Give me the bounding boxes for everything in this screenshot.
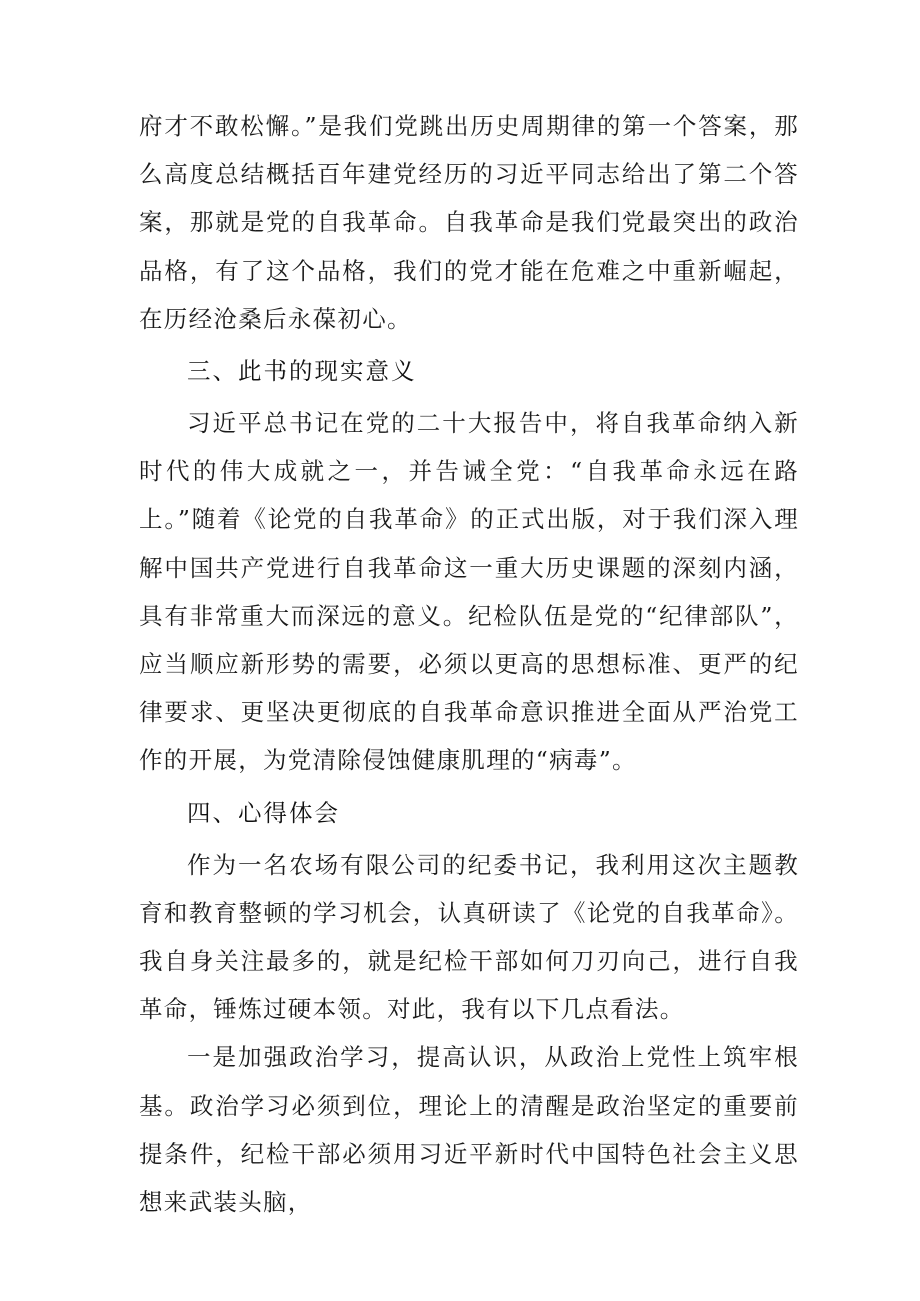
paragraph-point-one: 一是加强政治学习，提高认识，从政治上党性上筑牢根基。政治学习必须到位，理论上的清醒是政治坚定的重要前提条件，纪检干部必须用习近平新时代中国特色社会主义思想来武装头脑， bbox=[139, 1043, 799, 1217]
paragraph-continuation: 府才不敢松懈。”是我们党跳出历史周期律的第一个答案，那么高度总结概括百年建党经历的习近平同志给出了第二个答案，那就是党的自我革命。自我革命是我们党最突出的政治品格，有了这个品格，我们的党才能在危难之中重新崛起，在历经沧桑后永葆初心。 bbox=[139, 112, 799, 333]
section-heading-4: 四、心得体会 bbox=[187, 798, 340, 827]
document-body bbox=[139, 102, 799, 1226]
paragraph-realistic-significance: 习近平总书记在党的二十大报告中，将自我革命纳入新时代的伟大成就之一，并告诫全党：“自我革命永远在路上。”随着《论党的自我革命》的正式出版，对于我们深入理解中国共产党进行自我革命这一重大历史课题的深刻内涵，具有非常重大而深远的意义。纪检队伍是党的“纪律部队”，应当顺应新形势的需要，必须以更高的思想标准、更严的纪律要求、更坚决更彻底的自我革命意识推进全面从严治党工作的开展，为党清除侵蚀健康肌理的“病毒”。 bbox=[139, 409, 799, 775]
section-heading-3: 三、此书的现实意义 bbox=[187, 357, 417, 386]
paragraph-experience-intro: 作为一名农场有限公司的纪委书记，我利用这次主题教育和教育整顿的学习机会，认真研读了《论党的自我革命》。我自身关注最多的，就是纪检干部如何刀刃向己，进行自我革命，锤炼过硬本领。对此，我有以下几点看法。 bbox=[139, 850, 799, 1024]
